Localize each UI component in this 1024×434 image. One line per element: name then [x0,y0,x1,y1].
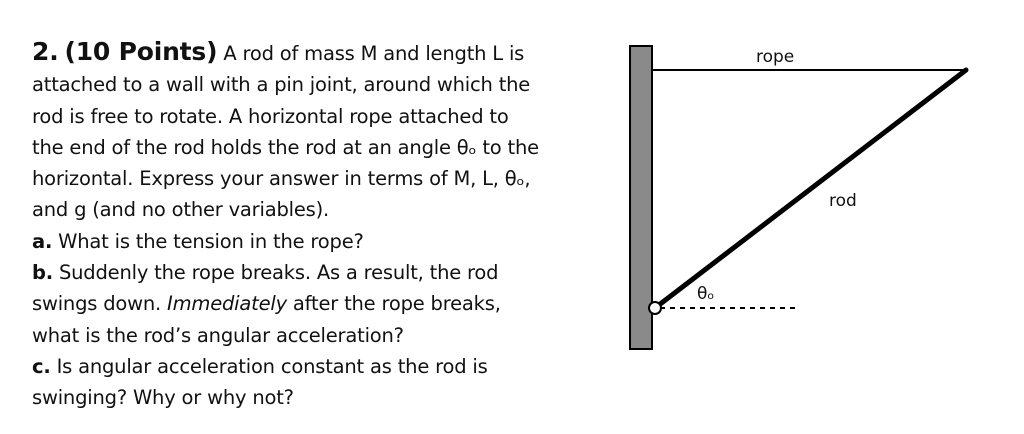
part-b-emphasis: Immediately [167,292,287,316]
part-c-label: c. [32,354,51,378]
wall [630,46,652,349]
rod-label: rod [829,191,857,211]
angle-label: θₒ [697,284,715,304]
intro-line: the end of the rod holds the rod at an angle θₒ to the [32,135,539,159]
intro-line: horizontal. Express your answer in terms of M, L, θₒ, [32,167,531,191]
rope-label: rope [756,47,795,67]
problem-points: (10 Points) [64,37,218,66]
intro-line: attached to a wall with a pin joint, around which the [32,73,531,97]
part-b-rest: after the rope breaks, [286,292,501,316]
part-c-line-2: swinging? Why or why not? [32,386,294,410]
part-b-text: Suddenly the rope breaks. As a result, the rod [58,261,499,285]
problem-number: 2. [32,37,59,66]
part-b-line-3: what is the rod’s angular acceleration? [32,323,404,347]
pin-joint-icon [649,302,661,314]
part-a-text: What is the tension in the rope? [58,229,364,253]
part-b-label: b. [32,261,53,285]
intro-text: A rod of mass M and length L is [223,42,525,65]
part-a-label: a. [32,229,53,253]
intro-line: and g (and no other variables). [32,198,330,222]
rod-line [655,70,966,308]
part-b-lead: swings down. [32,292,168,316]
intro-line: rod is free to rotate. A horizontal rope attached to [32,104,509,128]
part-c-text: Is angular acceleration constant as the rod is [56,354,488,378]
